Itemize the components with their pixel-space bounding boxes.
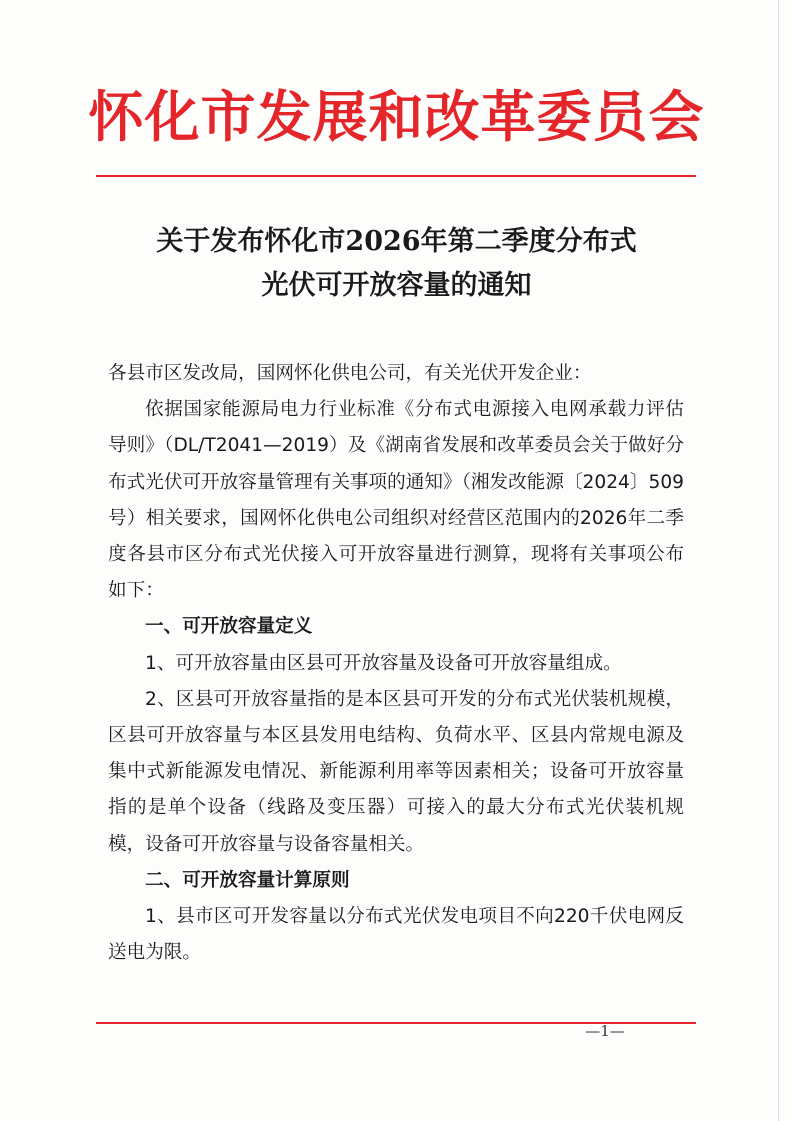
salutation: 各县市区发改局，国网怀化供电公司，有关光伏开发企业： xyxy=(108,363,592,384)
masthead-red-rule xyxy=(96,175,696,177)
intro-paragraph: 依据国家能源局电力行业标准《分布式电源接入电网承载力评估导则》（DL/T2041—2019）及《湖南省发展和改革委员会关于做好分布式光伏可开放容量管理有关事项的通知》（湘发改能源〔2024〕509号）相关要求，国网怀化供电公司组织对经营区范围内的2026年二季度各县市区分布式光伏接入可开放容量进行测算，现将有关事项公布如下： xyxy=(108,399,684,602)
section-1-heading: 一、可开放容量定义 xyxy=(145,616,313,638)
masthead-org-name: 怀化市发展和改革委员会 xyxy=(88,84,705,149)
section-1-item-2: 2、区县可开放容量指的是本区县可开发的分布式光伏装机规模，区县可开放容量与本区县发用电结构、负荷水平、区县内常规电源及集中式新能源发电情况、新能源利用率等因素相关；设备可开放容量指的是单个设备（线路及变压器）可接入的最大分布式光伏装机规模，设备可开放容量与设备容量相关。 xyxy=(108,688,684,855)
section-1-item-1: 1、可开放容量由区县可开放容量及设备可开放容量组成。 xyxy=(145,652,622,674)
page-number: —1— xyxy=(585,1022,625,1040)
section-2-heading: 二、可开放容量计算原则 xyxy=(145,869,350,891)
section-2-item-1: 1、县市区可开发容量以分布式光伏发电项目不向220千伏电网反送电为限。 xyxy=(108,906,684,964)
document-title-line-2: 光伏可开放容量的通知 xyxy=(261,270,532,301)
scan-edge-line xyxy=(778,0,779,1121)
document-title-line-1: 关于发布怀化市2026年第二季度分布式 xyxy=(156,226,637,257)
document-body xyxy=(108,356,684,971)
